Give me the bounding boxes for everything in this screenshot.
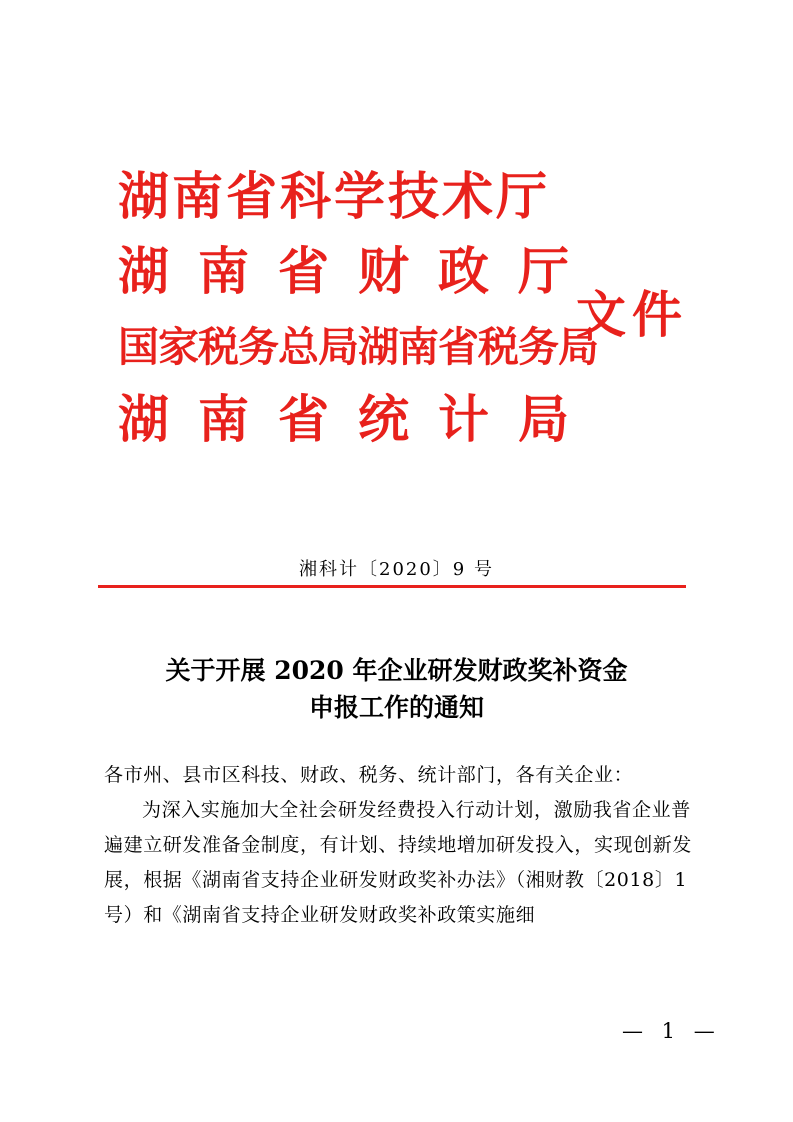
salutation: 各市州、县市区科技、财政、税务、统计部门，各有关企业： <box>104 764 634 786</box>
title-line: 申报工作的通知 <box>308 693 484 722</box>
issuer-name: 湖南省财政厅 <box>118 243 599 302</box>
page-number: — 1 — <box>622 1019 721 1043</box>
body-paragraph: 为深入实施加大全社会研发经费投入行动计划，激励我省企业普遍建立研发准备金制度，有计划、持续地增加研发投入，实现创新发展，根据《湖南省支持企业研发财政奖补办法》（湘财教〔2018〕1 号）和《湖南省支持企业研发财政奖补政策实施细 <box>104 799 693 926</box>
document-title <box>0 652 793 726</box>
title-line: 关于开展 2020 年企业研发财政奖补资金 <box>165 656 628 685</box>
red-divider <box>98 585 686 588</box>
issuer-name: 国家税务总局湖南省税务局 <box>118 323 598 371</box>
issuer-name: 湖南省科学技术厅 <box>118 168 551 227</box>
file-label: 文件 <box>576 286 688 344</box>
document-number: 湘科计〔2020〕9 号 <box>299 559 494 580</box>
issuer-name: 湖南省统计局 <box>118 391 599 450</box>
document-body <box>104 758 692 933</box>
